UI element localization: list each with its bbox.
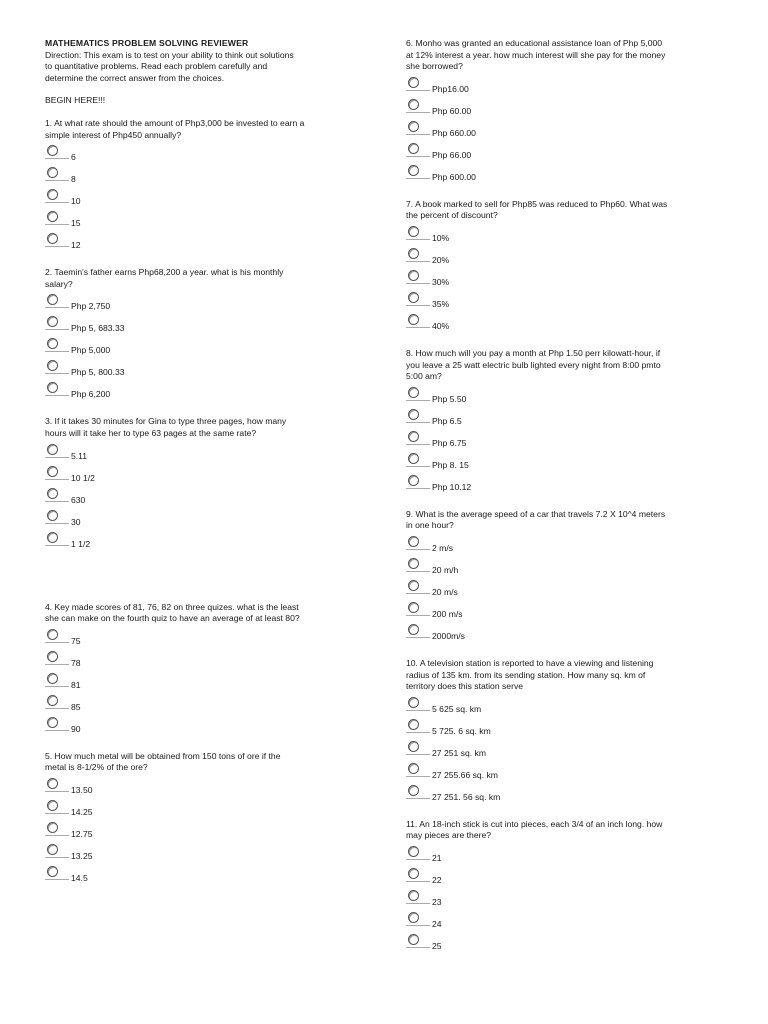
radio-button[interactable] [47,800,58,811]
answer-option[interactable] [406,536,724,558]
answer-option[interactable] [45,510,367,532]
option-label: 12 [71,240,81,251]
radio-button[interactable] [408,934,419,945]
answer-underline [406,710,430,711]
option-label: 23 [432,896,442,907]
question [406,658,724,807]
answer-option[interactable] [45,167,367,189]
question-text [45,267,367,290]
option-label: 27 251. 56 sq. km [432,791,501,802]
radio-button[interactable] [408,165,419,176]
radio-button[interactable] [47,844,58,855]
question-text [406,819,724,842]
answer-underline [45,835,69,836]
radio-button[interactable] [47,488,58,499]
question-text-line: the percent of discount? [406,210,498,221]
question-text [45,416,367,439]
question [406,509,724,646]
radio-button[interactable] [408,409,419,420]
question [45,416,367,553]
answer-option[interactable] [45,717,367,739]
answer-underline [406,571,430,572]
left-column [45,38,367,900]
question [45,602,367,739]
answer-option[interactable] [406,121,724,143]
answer-option[interactable] [45,145,367,167]
option-label: 13.50 [71,784,93,795]
radio-button[interactable] [408,697,419,708]
answer-underline [45,351,69,352]
radio-button[interactable] [408,77,419,88]
answer-option[interactable] [45,316,367,338]
answer-option[interactable] [406,292,724,314]
question-text [45,602,367,625]
option-label: 12.75 [71,828,93,839]
question-text-line: 5:00 am? [406,371,442,382]
answer-underline [406,488,430,489]
question-text-line: 9. What is the average speed of a car that travels 7.2 X 10^4 meters [406,508,666,519]
option-label: 10 [71,196,81,207]
answer-underline [406,881,430,882]
answer-underline [406,754,430,755]
radio-button[interactable] [408,602,419,613]
answer-option[interactable] [406,248,724,270]
question-text [406,38,724,73]
question [406,199,724,336]
answer-underline [406,798,430,799]
question [406,819,724,956]
answer-underline [406,637,430,638]
answer-option[interactable] [45,866,367,888]
answer-option[interactable] [45,189,367,211]
answer-option[interactable] [406,763,724,785]
radio-button[interactable] [408,431,419,442]
radio-button[interactable] [47,866,58,877]
answer-underline [406,156,430,157]
radio-button[interactable] [408,248,419,259]
answer-underline [45,329,69,330]
radio-button[interactable] [408,785,419,796]
radio-button[interactable] [408,912,419,923]
answer-option[interactable] [406,624,724,646]
radio-button[interactable] [408,558,419,569]
answer-underline [406,859,430,860]
answer-underline [406,549,430,550]
radio-button[interactable] [47,444,58,455]
answer-option[interactable] [406,785,724,807]
radio-button[interactable] [408,624,419,635]
radio-button[interactable] [47,466,58,477]
option-label: 8 [71,174,76,185]
radio-button[interactable] [408,890,419,901]
answer-underline [406,903,430,904]
question-text [406,199,724,222]
answer-underline [45,791,69,792]
option-label: 40% [432,320,450,331]
question-text-line: in one hour? [406,520,454,531]
option-label: Php 6.5 [432,415,462,426]
question [45,118,367,255]
option-label: 20% [432,254,450,265]
answer-underline [406,947,430,948]
answer-underline [406,925,430,926]
option-label: Php 660.00 [432,127,476,138]
direction-line-1: Direction: This exam is to test on your ability to think out solutions [45,49,294,60]
radio-button[interactable] [408,387,419,398]
answer-option[interactable] [406,314,724,336]
answer-option[interactable] [45,629,367,651]
answer-underline [45,246,69,247]
answer-underline [406,615,430,616]
question-text-line: 1. At what rate should the amount of Php3,000 be invested to earn a [45,117,305,128]
question-text [406,348,724,383]
radio-button[interactable] [408,226,419,237]
radio-button[interactable] [47,651,58,662]
left-question-list [45,118,367,888]
answer-option[interactable] [45,294,367,316]
answer-option[interactable] [45,382,367,404]
answer-option[interactable] [406,431,724,453]
answer-option[interactable] [406,99,724,121]
answer-option[interactable] [406,741,724,763]
radio-button[interactable] [47,189,58,200]
question-text-line: 2. Taemin's father earns Php68,200 a year. what is his monthly [45,267,284,278]
question-text-line: 8. How much will you pay a month at Php 1.50 perr kilowatt-hour, if [406,347,661,358]
option-label: Php 60.00 [432,105,472,116]
answer-underline [406,466,430,467]
option-label: Php 5, 683.33 [71,323,125,334]
option-label: 10 1/2 [71,472,95,483]
answer-underline [406,422,430,423]
question-text-line: you leave a 25 watt electric bulb lighted every night from 8:00 pmto [406,359,661,370]
option-label: 21 [432,852,442,863]
answer-underline [45,813,69,814]
answer-underline [45,879,69,880]
answer-option[interactable] [406,580,724,602]
radio-button[interactable] [408,475,419,486]
option-label: 14.5 [71,872,88,883]
radio-button[interactable] [47,167,58,178]
option-label: 20 m/s [432,586,458,597]
option-label: 13.25 [71,850,93,861]
option-label: 35% [432,298,450,309]
radio-button[interactable] [47,294,58,305]
answer-underline [406,239,430,240]
right-question-list [406,38,724,956]
answer-option[interactable] [45,338,367,360]
answer-underline [45,158,69,159]
answer-underline [45,642,69,643]
answer-underline [45,373,69,374]
option-label: 27 255.66 sq. km [432,769,498,780]
answer-underline [45,457,69,458]
radio-button[interactable] [408,580,419,591]
option-label: Php 2,750 [71,301,111,312]
answer-underline [45,395,69,396]
answer-option[interactable] [45,444,367,466]
answer-option[interactable] [406,77,724,99]
option-label: Php 6,200 [71,389,111,400]
answer-option[interactable] [45,233,367,255]
question-text-line: salary? [45,278,73,289]
option-label: 6 [71,152,76,163]
option-label: 27 251 sq. km [432,747,486,758]
radio-button[interactable] [408,763,419,774]
question-text [45,751,367,774]
question-text-line: she can make on the fourth quiz to have an average of at least 80? [45,613,300,624]
option-label: 22 [432,874,442,885]
option-label: 2 m/s [432,542,454,553]
answer-underline [45,224,69,225]
answer-option[interactable] [406,890,724,912]
answer-underline [406,134,430,135]
option-label: 24 [432,918,442,929]
answer-underline [45,730,69,731]
radio-button[interactable] [408,453,419,464]
question-text-line: 5. How much metal will be obtained from 150 tons of ore if the [45,750,281,761]
direction-line-3: determine the correct answer from the choices. [45,72,225,83]
answer-option[interactable] [45,651,367,673]
radio-button[interactable] [408,741,419,752]
option-label: 25 [432,940,442,951]
question-text-line: radius of 135 km. from its sending station. How many sq. km of [406,669,646,680]
question [406,38,724,187]
answer-option[interactable] [45,800,367,822]
question-text-line: territory does this station serve [406,681,524,692]
radio-button[interactable] [47,717,58,728]
question-text-line: may pieces are there? [406,830,492,841]
question [45,751,367,888]
option-label: Php 5,000 [71,345,111,356]
option-label: 14.25 [71,806,93,817]
answer-underline [45,686,69,687]
answer-underline [406,776,430,777]
answer-option[interactable] [406,558,724,580]
right-column [406,38,724,968]
question-text-line: 7. A book marked to sell for Php85 was reduced to Php60. What was [406,198,668,209]
document-title: MATHEMATICS PROBLEM SOLVING REVIEWER [45,38,249,48]
question-text-line: 11. An 18-inch stick is cut into pieces, each 3/4 of an inch long. how [406,818,663,829]
answer-underline [406,400,430,401]
radio-button[interactable] [47,338,58,349]
radio-button[interactable] [47,233,58,244]
answer-option[interactable] [45,695,367,717]
option-label: 90 [71,723,81,734]
option-label: 85 [71,701,81,712]
answer-underline [45,479,69,480]
option-label: 10% [432,232,450,243]
answer-option[interactable] [45,360,367,382]
radio-button[interactable] [408,846,419,857]
option-label: Php 5, 800.33 [71,367,125,378]
answer-underline [406,444,430,445]
radio-button[interactable] [47,629,58,640]
answer-option[interactable] [45,673,367,695]
answer-option[interactable] [406,387,724,409]
question-text [45,118,367,141]
answer-option[interactable] [406,143,724,165]
radio-button[interactable] [408,536,419,547]
option-label: Php 5.50 [432,393,467,404]
radio-button[interactable] [408,314,419,325]
radio-button[interactable] [47,360,58,371]
option-label: 200 m/s [432,608,463,619]
answer-underline [406,261,430,262]
radio-button[interactable] [47,532,58,543]
answer-option[interactable] [45,822,367,844]
question [45,267,367,404]
option-label: 81 [71,679,81,690]
question-text [406,658,724,693]
answer-option[interactable] [45,532,367,554]
answer-option[interactable] [45,488,367,510]
answer-option[interactable] [406,165,724,187]
answer-underline [45,708,69,709]
option-label: 20 m/h [432,564,459,575]
answer-underline [45,180,69,181]
question [406,348,724,497]
direction-line-2: to quantitative problems. Read each problem carefully and [45,61,268,72]
question-text-line: at 12% interest a year. how much interest will she pay for the money [406,49,666,60]
question-text-line: 3. If it takes 30 minutes for Gina to type three pages, how many [45,416,287,427]
radio-button[interactable] [408,292,419,303]
radio-button[interactable] [408,143,419,154]
option-label: Php 66.00 [432,149,472,160]
option-label: Php 8. 15 [432,459,469,470]
question-text-line: 10. A television station is reported to have a viewing and listening [406,657,654,668]
question-text-line: metal is 8-1/2% of the ore? [45,762,148,773]
answer-option[interactable] [406,697,724,719]
answer-underline [45,501,69,502]
question-text-line: 4. Key made scores of 81, 76, 82 on three quizes. what is the least [45,601,299,612]
directions [45,50,367,85]
answer-option[interactable] [406,934,724,956]
radio-button[interactable] [408,270,419,281]
answer-option[interactable] [45,778,367,800]
radio-button[interactable] [47,316,58,327]
option-label: 1 1/2 [71,538,91,549]
radio-button[interactable] [47,382,58,393]
answer-option[interactable] [406,602,724,624]
option-label: 30% [432,276,450,287]
question-text-line: simple interest of Php450 annually? [45,129,182,140]
answer-option[interactable] [406,868,724,890]
radio-button[interactable] [408,121,419,132]
option-label: 15 [71,218,81,229]
option-label: 78 [71,657,81,668]
question-text-line: she borrowed? [406,61,463,72]
radio-button[interactable] [47,673,58,684]
option-label: 5 625 sq. km [432,703,482,714]
radio-button[interactable] [47,822,58,833]
answer-underline [45,545,69,546]
radio-button[interactable] [408,719,419,730]
answer-underline [406,178,430,179]
option-label: Php16.00 [432,83,469,94]
answer-underline [45,307,69,308]
question-text [406,509,724,532]
answer-option[interactable] [45,211,367,233]
answer-option[interactable] [406,409,724,431]
radio-button[interactable] [47,510,58,521]
option-label: Php 600.00 [432,171,476,182]
answer-option[interactable] [406,453,724,475]
answer-option[interactable] [406,270,724,292]
answer-underline [406,112,430,113]
radio-button[interactable] [47,211,58,222]
answer-underline [406,327,430,328]
option-label: 30 [71,516,81,527]
radio-button[interactable] [47,778,58,789]
answer-option[interactable] [406,846,724,868]
option-label: 2000m/s [432,630,465,641]
radio-button[interactable] [408,99,419,110]
answer-underline [406,593,430,594]
radio-button[interactable] [408,868,419,879]
radio-button[interactable] [47,695,58,706]
option-label: 75 [71,635,81,646]
option-label: 5.11 [71,450,88,461]
option-label: Php 10.12 [432,481,472,492]
question-text-line: 6. Monho was granted an educational assistance loan of Php 5,000 [406,38,663,48]
answer-underline [406,283,430,284]
option-label: 5 725. 6 sq. km [432,725,491,736]
answer-underline [45,202,69,203]
answer-option[interactable] [406,719,724,741]
answer-option[interactable] [406,475,724,497]
answer-option[interactable] [45,466,367,488]
answer-underline [406,732,430,733]
answer-underline [406,305,430,306]
option-label: Php 6.75 [432,437,467,448]
answer-underline [45,664,69,665]
answer-underline [406,90,430,91]
answer-option[interactable] [406,912,724,934]
begin-label: BEGIN HERE!!! [45,95,106,106]
answer-underline [45,523,69,524]
answer-option[interactable] [45,844,367,866]
answer-option[interactable] [406,226,724,248]
radio-button[interactable] [47,145,58,156]
answer-underline [45,857,69,858]
question-text-line: hours will it take her to type 63 pages at the same rate? [45,427,257,438]
option-label: 630 [71,494,86,505]
